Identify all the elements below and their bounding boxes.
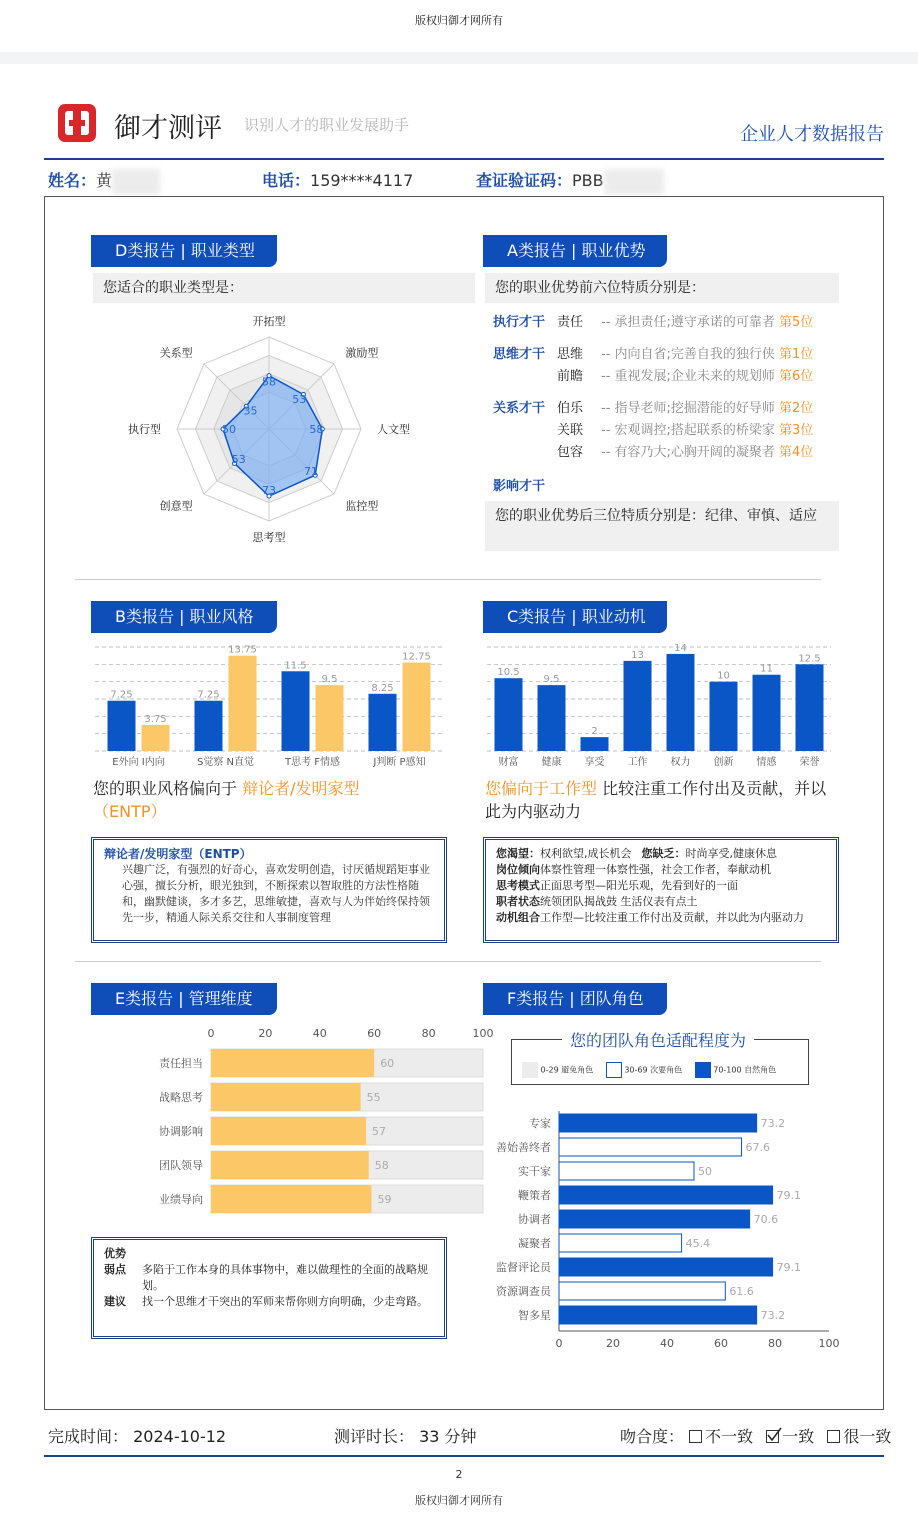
radar-value: 53: [292, 392, 307, 406]
info-row: [44, 166, 884, 194]
section-b-result: [93, 777, 443, 823]
footer-row: [48, 1424, 910, 1448]
radar-value: 50: [222, 423, 236, 436]
advantage-desc: -- 承担责任;遵守承诺的可靠者: [601, 315, 780, 330]
legend-secondary: 30-69 次要角色: [624, 1065, 683, 1075]
name-value: 黄: [96, 171, 113, 190]
motive-bar: [538, 685, 566, 751]
logo-icon: [58, 104, 96, 142]
motive-category-label: 荣誉: [799, 757, 820, 768]
style-box-text: 兴趣广泛，有强烈的好奇心，喜欢发明创造，讨厌循规蹈矩事业心强，擅长分析，眼光独到，不断探索以智取胜的方法性格随和，幽默健谈，多才多艺，思维敏捷，喜欢与人为伴始终保持领先一步，精通人际关系交往和人事制度管理: [122, 863, 430, 924]
motive-bar-chart: [483, 637, 833, 767]
motive-line: [496, 862, 826, 878]
management-bar-value: 57: [372, 1125, 387, 1138]
advantage-row: [493, 343, 813, 362]
team-tick: 20: [606, 1337, 620, 1350]
motive-line-text: 权利欲望,成长机会: [540, 847, 632, 860]
management-tick: 100: [472, 1027, 494, 1040]
radar-value: 71: [303, 464, 318, 478]
duration-field: [334, 1424, 477, 1447]
management-tick: 80: [421, 1027, 436, 1040]
style-box-title: 辩论者/发明家型（ENTP）: [104, 847, 252, 861]
advantage-desc: -- 指导老师;挖掘潜能的好导师: [601, 401, 780, 416]
team-bar-value: 79.1: [776, 1261, 802, 1274]
style-category-label: S觉察 N直觉: [196, 757, 255, 768]
section-c-title: C类报告 | 职业动机: [489, 601, 667, 633]
advantage-category: 影响才干: [493, 479, 546, 494]
radar-axis-label: 监控型: [345, 499, 379, 513]
section-d-title: D类报告 | 职业类型: [97, 235, 277, 267]
fit-field: [620, 1424, 891, 1447]
motive-box: [483, 837, 839, 943]
done-label: 完成时间：: [48, 1427, 129, 1446]
code-label: 查证验证码：: [476, 171, 573, 190]
team-category-label: 专家: [529, 1117, 551, 1130]
style-bar: [195, 701, 223, 751]
done-field: [48, 1424, 226, 1447]
motive-bar: [667, 654, 695, 751]
code-value: PBB: [572, 171, 604, 190]
radar-axis-label: 关系型: [159, 346, 193, 360]
advantage-name: 伯乐: [557, 401, 584, 416]
style-bar-value: 7.25: [110, 689, 133, 701]
style-bar-value: 9.5: [321, 674, 338, 686]
team-bar: [559, 1210, 750, 1228]
style-result-type: 辩论者/发明家型: [242, 779, 360, 798]
weak-label: 弱点: [104, 1263, 126, 1276]
radar-axis-label: 思考型: [252, 531, 286, 544]
style-bar: [316, 685, 344, 751]
management-bar: [211, 1185, 371, 1213]
phone-value: 159****4117: [310, 171, 414, 190]
motive-bar: [495, 678, 523, 751]
advantage-category: 关系才干: [493, 401, 546, 416]
advantage-rank: 第5位: [779, 315, 814, 330]
report-body: [44, 196, 884, 1410]
motive-bar-value: 11: [760, 663, 773, 675]
team-category-label: 实干家: [518, 1165, 551, 1178]
legend-swatch-natural: [695, 1062, 711, 1078]
management-category-label: 业绩导向: [159, 1193, 203, 1206]
team-tick: 80: [768, 1337, 782, 1350]
team-tick: 100: [818, 1337, 840, 1350]
motive-line: [496, 846, 826, 862]
style-bar: [108, 701, 136, 751]
advantage-category: 思维才干: [493, 347, 546, 362]
motive-category-label: 工作: [627, 757, 648, 768]
advantage-name: 关联: [557, 423, 584, 438]
section-a-bottom: 您的职业优势后三位特质分别是：纪律、审慎、适应: [485, 501, 839, 551]
team-category-label: 监督评论员: [496, 1261, 551, 1274]
motive-bar-value: 10.5: [497, 667, 520, 679]
radar-chart: [107, 305, 437, 555]
motive-bar-value: 13: [631, 649, 644, 661]
fit-label: 吻合度：: [620, 1427, 685, 1446]
motive-line-text: 统领团队揭战鼓 生活仪表有点土: [540, 895, 698, 908]
radar-value: 73: [262, 484, 276, 498]
section-c-result: [485, 777, 835, 823]
advantage-name: 思维: [557, 347, 584, 362]
team-bar: [559, 1282, 725, 1300]
motive-line: [496, 878, 826, 894]
style-bar: [142, 725, 170, 751]
team-legend: [522, 1062, 776, 1078]
motive-bar: [710, 682, 738, 751]
top-copyright: 版权归御才网所有: [415, 14, 503, 27]
team-category-label: 凝聚者: [518, 1237, 551, 1250]
motive-bar-value: 14: [674, 642, 687, 654]
phone-field: [262, 168, 413, 191]
code-field: [476, 168, 664, 195]
team-category-label: 智多星: [518, 1309, 551, 1322]
advantage-row: [493, 365, 813, 384]
motive-category-label: 权力: [670, 757, 691, 768]
report-title: 企业人才数据报告: [740, 124, 884, 145]
motive-line-text: 正面思考型—阳光乐观，先看到好的一面: [540, 879, 738, 892]
advantage-row: [493, 311, 813, 330]
advantage-desc: -- 重视发展;企业未来的规划师: [601, 369, 780, 384]
team-bar-value: 79.1: [776, 1189, 802, 1202]
team-bar-value: 73.2: [760, 1309, 786, 1322]
team-bar: [559, 1258, 773, 1276]
motive-line-text2: 时尚享受,健康休息: [685, 847, 777, 860]
motive-line-label: 动机组合: [496, 911, 540, 924]
legend-swatch-secondary: [606, 1062, 622, 1078]
advantage-row: [493, 419, 813, 438]
legend-avoid: 0-29 避免角色: [540, 1065, 594, 1075]
done-value: 2024-10-12: [133, 1427, 227, 1446]
advantage-desc: -- 有容乃大;心胸开阔的凝聚者: [601, 445, 780, 460]
motive-line-label: 职者状态: [496, 895, 540, 908]
management-bar-value: 55: [366, 1091, 381, 1104]
advantage-row: [493, 441, 813, 460]
report-header: [44, 100, 884, 160]
motive-line-label: 岗位倾向: [496, 863, 540, 876]
team-legend-box: [511, 1031, 809, 1085]
radar-value: 58: [262, 375, 276, 389]
advantage-name: 包容: [557, 445, 584, 460]
motive-line-text: 体察性管理一体察性强，社会工作者，奉献动机: [540, 863, 771, 876]
style-bar: [229, 656, 257, 751]
management-bar: [211, 1117, 366, 1145]
style-bar: [403, 663, 431, 751]
section-d-subtitle: 您适合的职业类型是：: [93, 273, 475, 303]
style-category-label: E外向 I内向: [112, 757, 165, 768]
radar-value: 35: [243, 404, 258, 418]
duration-value: 33 分钟: [419, 1427, 477, 1446]
team-bar: [559, 1138, 742, 1156]
name-field: [48, 168, 160, 195]
style-category-label: J判断 P感知: [373, 757, 426, 768]
advantage-category: 执行才干: [493, 315, 546, 330]
team-bar-value: 70.6: [753, 1213, 779, 1226]
motive-bar-value: 12.5: [798, 653, 821, 665]
footer-line: [44, 1455, 884, 1457]
page-separator: [0, 52, 918, 64]
opt-disagree: 不一致: [705, 1427, 754, 1446]
opt-agree: 一致: [782, 1427, 815, 1446]
motive-line-label: 您渴望：: [496, 847, 540, 860]
divider: [75, 961, 821, 962]
advantage-name: 责任: [557, 315, 584, 330]
team-bar-value: 67.6: [745, 1141, 771, 1154]
motive-bar: [581, 737, 609, 751]
management-bar-chart: [91, 1025, 494, 1225]
motive-bar-value: 9.5: [543, 674, 560, 686]
style-category-label: T思考 F情感: [284, 757, 341, 768]
name-blur: [112, 169, 160, 195]
opt-strong-agree: 很一致: [843, 1427, 892, 1446]
management-category-label: 责任担当: [159, 1057, 203, 1070]
phone-label: 电话：: [262, 171, 311, 190]
style-bar-value: 7.25: [197, 689, 220, 701]
motive-result-text: 比较注重工作付出及贡献，并以此为内驱动力: [485, 779, 827, 821]
style-result-prefix: 您的职业风格偏向于: [93, 779, 238, 798]
checkbox-agree-checked[interactable]: [766, 1430, 779, 1443]
management-category-label: 战略思考: [159, 1091, 203, 1104]
team-bar: [559, 1114, 757, 1132]
style-bar-value: 13.75: [228, 644, 257, 656]
team-tick: 60: [714, 1337, 728, 1350]
radar-axis-label: 激励型: [345, 346, 379, 360]
style-bar: [282, 671, 310, 751]
team-bar-value: 73.2: [760, 1117, 786, 1130]
motive-result-type: 您偏向于工作型: [485, 779, 598, 798]
advantage-row: [493, 475, 601, 494]
team-bar: [559, 1186, 773, 1204]
motive-bar-value: 10: [717, 670, 730, 682]
style-bar-value: 12.75: [402, 651, 431, 663]
radar-axis-label: 开拓型: [252, 315, 286, 328]
team-bar-value: 45.4: [685, 1237, 711, 1250]
divider: [75, 579, 821, 580]
management-tick: 20: [258, 1027, 273, 1040]
code-blur: [604, 169, 664, 195]
management-category-label: 协调影响: [159, 1125, 203, 1138]
section-f-title: F类报告 | 团队角色: [489, 983, 667, 1015]
management-bar-value: 59: [377, 1193, 392, 1206]
team-tick: 0: [555, 1337, 563, 1350]
name-label: 姓名：: [48, 171, 97, 190]
radar-axis-label: 执行型: [128, 423, 161, 436]
legend-swatch-avoid: [522, 1062, 538, 1078]
advantage-rank: 第3位: [779, 423, 814, 438]
suggest-text: 找一个思维才干突出的军师来帮你则方向明确，少走弯路。: [142, 1295, 428, 1308]
management-box: [91, 1237, 447, 1339]
style-bar-value: 8.25: [371, 682, 394, 694]
section-b-title: B类报告 | 职业风格: [97, 601, 277, 633]
management-bar: [211, 1151, 369, 1179]
motive-bar: [624, 661, 652, 751]
adv-label: 优势: [104, 1247, 126, 1260]
management-tick: 0: [207, 1027, 215, 1040]
management-bar-value: 60: [380, 1057, 395, 1070]
team-role-chart: [475, 1107, 845, 1357]
management-bar-value: 58: [374, 1159, 389, 1172]
motive-category-label: 创新: [713, 757, 734, 768]
motive-category-label: 财富: [498, 757, 519, 768]
motive-bar: [753, 675, 781, 751]
team-category-label: 善始善终者: [496, 1141, 551, 1154]
motive-line: [496, 910, 826, 926]
team-chart-title: 您的团队角色适配程度为: [562, 1028, 754, 1051]
legend-natural: 70-100 自然角色: [713, 1065, 777, 1075]
style-bar-chart: [91, 637, 451, 767]
radar-axis-label: 人文型: [377, 423, 410, 436]
weak-text: 多陷于工作本身的具体事物中，难以做理性的全面的战略规划。: [142, 1263, 428, 1292]
section-a-title: A类报告 | 职业优势: [489, 235, 667, 267]
style-result-code: （ENTP）: [93, 802, 167, 821]
advantage-rank: 第6位: [779, 369, 814, 384]
management-bar: [211, 1083, 361, 1111]
section-e-title: E类报告 | 管理维度: [97, 983, 277, 1015]
management-tick: 60: [367, 1027, 382, 1040]
team-category-label: 鞭策者: [518, 1189, 551, 1202]
advantage-rank: 第1位: [779, 347, 814, 362]
motive-line-label2: 您缺乏：: [641, 847, 686, 860]
advantage-rank: 第4位: [779, 445, 814, 460]
advantage-name: 前瞻: [557, 369, 584, 384]
team-category-label: 协调者: [518, 1213, 551, 1226]
motive-bar: [796, 664, 824, 751]
brand-slogan: 识别人才的职业发展助手: [244, 116, 410, 134]
management-bar: [211, 1049, 374, 1077]
motive-category-label: 享受: [584, 757, 605, 768]
advantage-rank: 第2位: [779, 401, 814, 416]
section-a-subtitle: 您的职业优势前六位特质分别是：: [485, 273, 839, 303]
motive-line: [496, 894, 826, 910]
motive-category-label: 健康: [541, 757, 562, 768]
suggest-label: 建议: [104, 1295, 126, 1308]
team-bar: [559, 1306, 757, 1324]
radar-value: 58: [309, 423, 324, 436]
checkbox-disagree[interactable]: [689, 1430, 702, 1443]
style-box: [91, 837, 447, 943]
management-category-label: 团队领导: [159, 1159, 203, 1172]
management-tick: 40: [312, 1027, 327, 1040]
page-number: 2: [455, 1468, 463, 1481]
style-bar: [369, 694, 397, 751]
duration-label: 测评时长：: [334, 1427, 415, 1446]
advantage-desc: -- 内向自省;完善自我的独行侠: [601, 347, 780, 362]
checkbox-strong-agree[interactable]: [827, 1430, 840, 1443]
radar-axis-label: 创意型: [159, 499, 193, 513]
team-tick: 40: [660, 1337, 674, 1350]
style-bar-value: 3.75: [144, 714, 167, 725]
team-bar-value: 50: [698, 1165, 712, 1178]
team-category-label: 资源调查员: [496, 1285, 551, 1298]
team-bar: [559, 1162, 694, 1180]
motive-bar-value: 2: [591, 726, 598, 738]
motive-line-label: 思考模式: [496, 879, 540, 892]
bottom-copyright: 版权归御才网所有: [415, 1494, 503, 1507]
motive-line-text: 工作型—比较注重工作付出及贡献，并以此为内驱动力: [540, 911, 804, 924]
advantage-row: [493, 397, 813, 416]
advantage-desc: -- 宏观调控;搭起联系的桥梁家: [601, 423, 780, 438]
team-bar: [559, 1234, 682, 1252]
radar-value: 53: [231, 453, 246, 467]
motive-category-label: 情感: [756, 757, 777, 768]
style-bar-value: 11.5: [284, 660, 307, 672]
brand-name: 御才测评: [114, 113, 222, 144]
team-bar-value: 61.6: [729, 1285, 754, 1298]
